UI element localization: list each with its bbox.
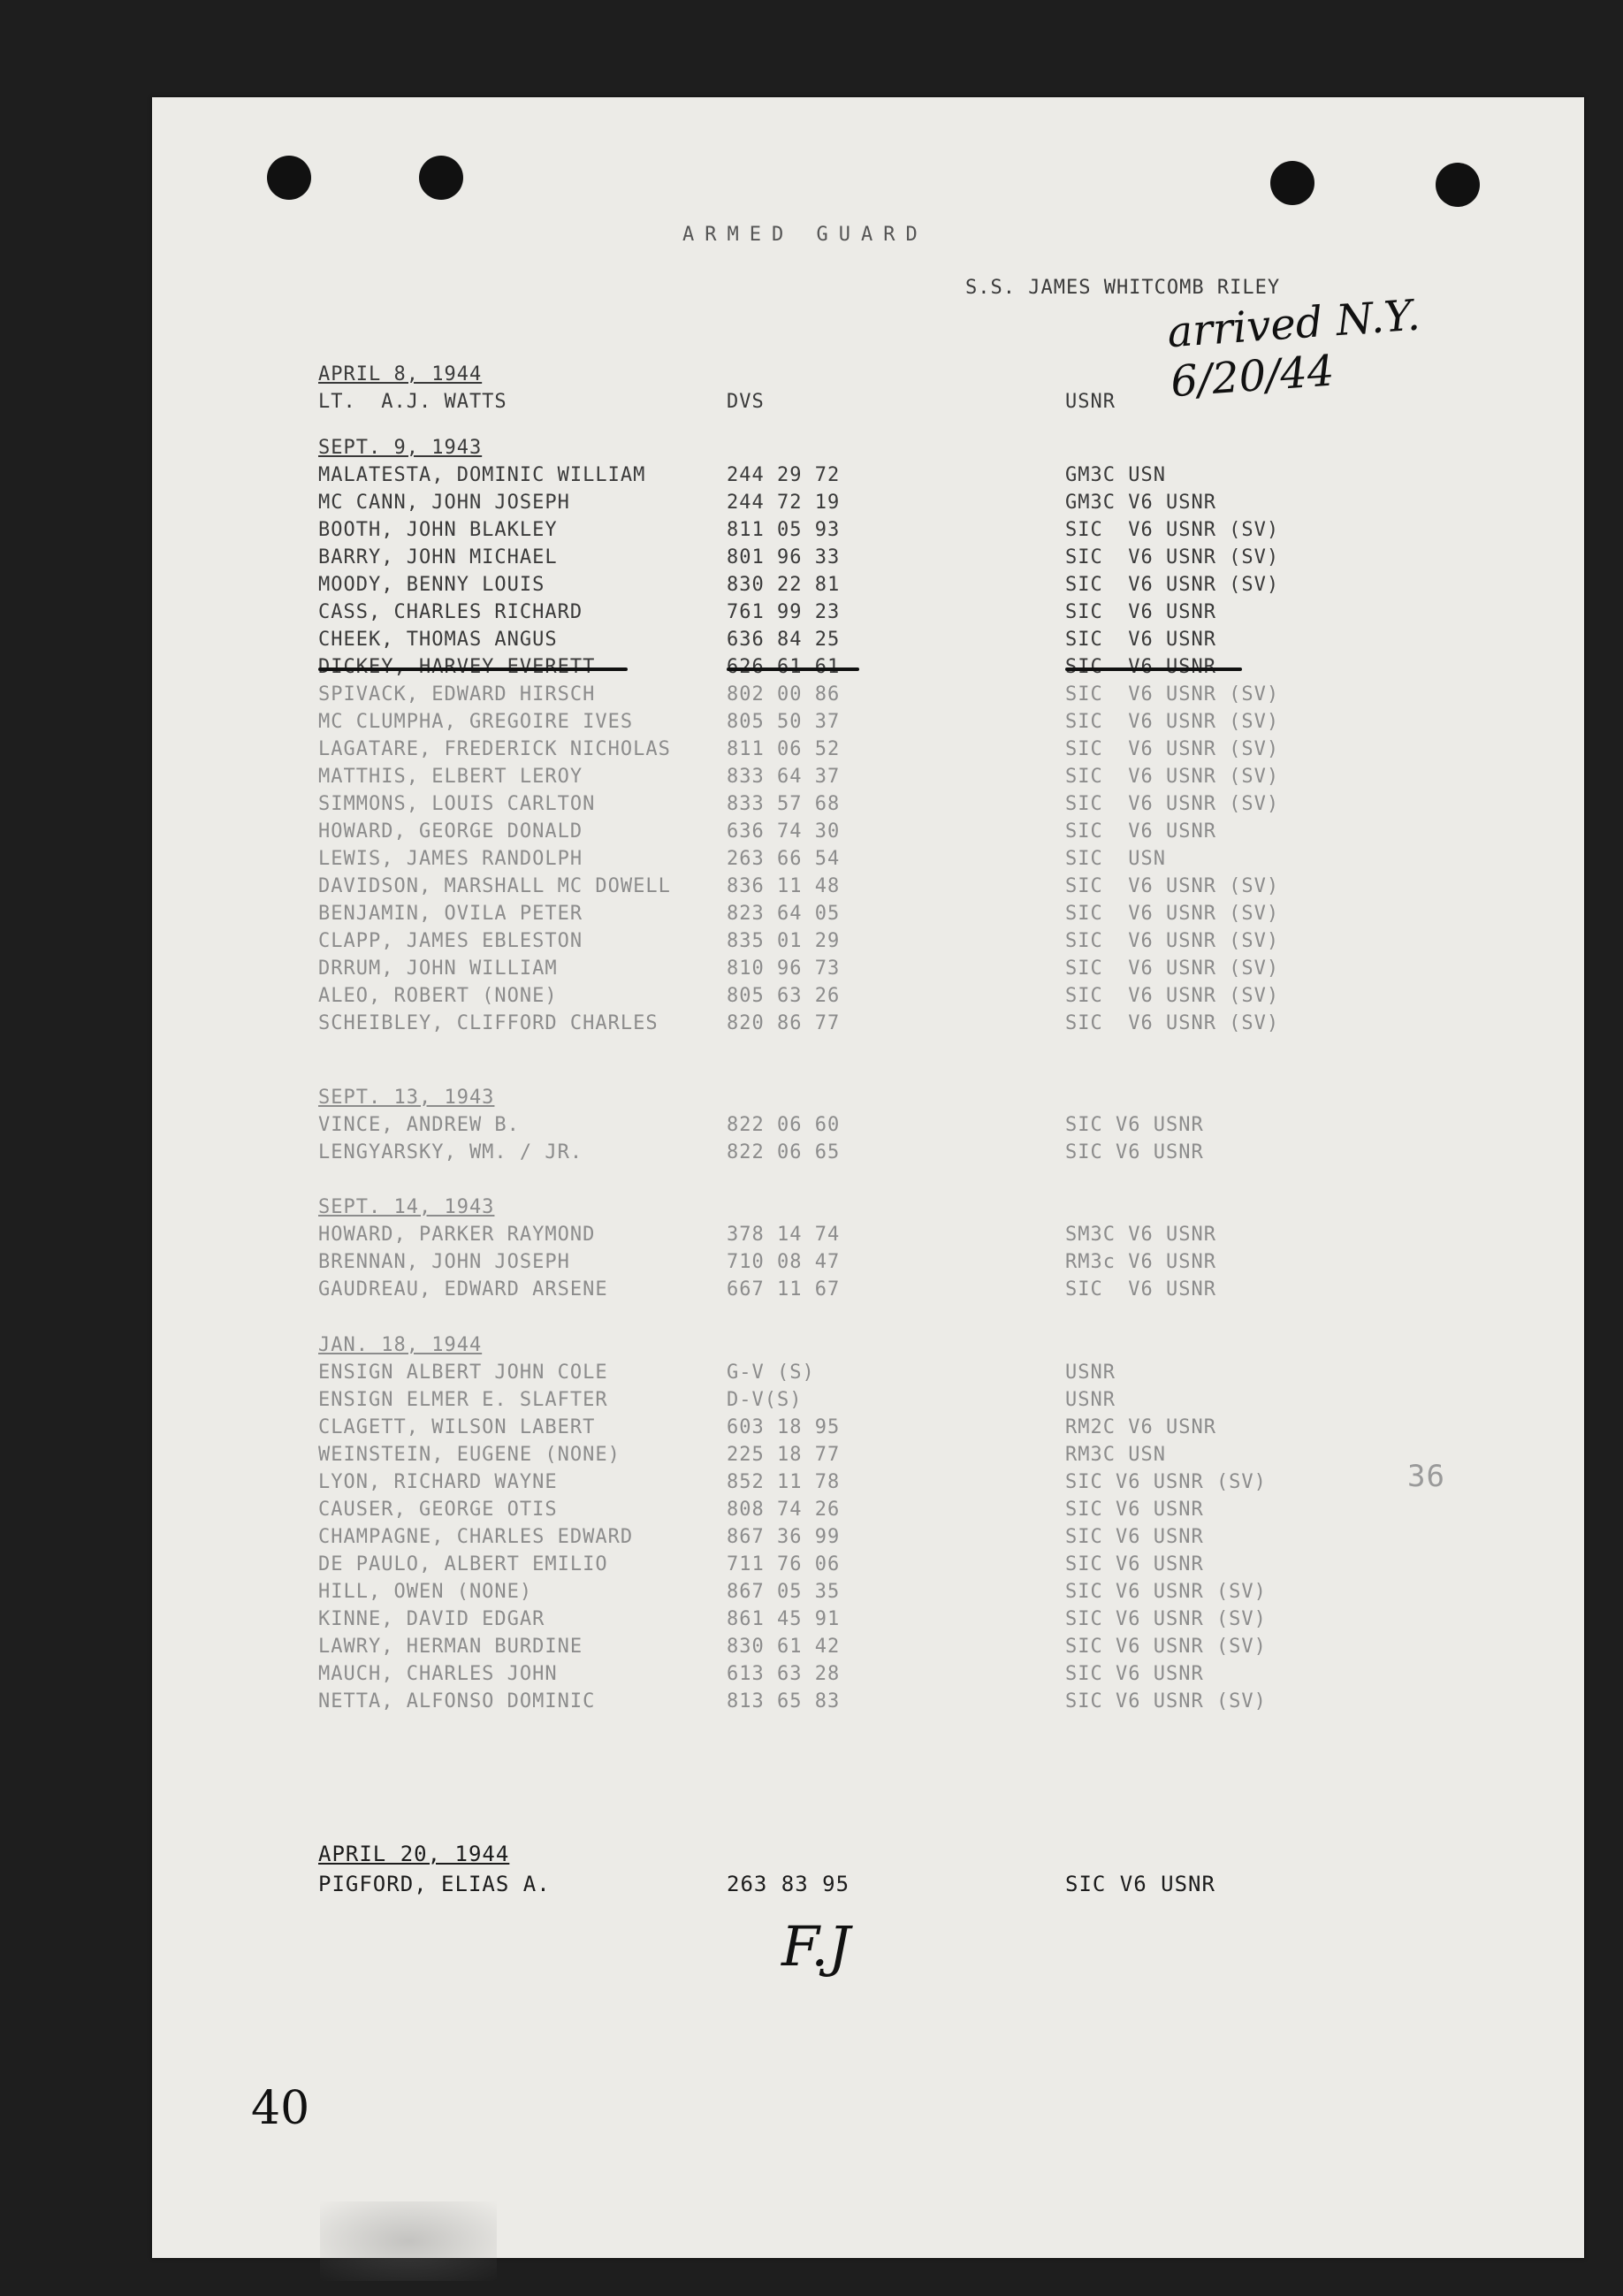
roster-row [318, 1386, 1467, 1414]
roster-row [318, 388, 1467, 416]
service-number: D-V(S) [727, 1389, 803, 1411]
rating-branch: SIC V6 USNR [1065, 820, 1216, 843]
service-number: 244 29 72 [727, 464, 841, 486]
rating-branch: SIC V6 USNR (SV) [1065, 1012, 1280, 1034]
service-number: 822 06 60 [727, 1114, 841, 1136]
rating-branch: SIC USN [1065, 848, 1166, 870]
crew-name: MAUCH, CHARLES JOHN [318, 1663, 558, 1685]
rating-branch: SIC V6 USNR (SV) [1065, 683, 1280, 706]
rating-branch: SIC V6 USNR [1065, 601, 1216, 623]
crew-name: BARRY, JOHN MICHAEL [318, 546, 558, 568]
rating-branch: RM3C USN [1065, 1444, 1166, 1466]
rating-branch: SIC V6 USNR [1065, 1141, 1204, 1163]
service-number: 813 65 83 [727, 1690, 841, 1712]
service-number: 805 63 26 [727, 985, 841, 1007]
rating-branch: USNR [1065, 1389, 1116, 1411]
roster-row [318, 626, 1467, 653]
strikeout-line [318, 667, 628, 671]
section-date: SEPT. 9, 1943 [318, 437, 483, 459]
roster-row [318, 763, 1467, 790]
roster-row [318, 1496, 1467, 1523]
service-number: 830 61 42 [727, 1636, 841, 1658]
roster-row [318, 736, 1467, 763]
crew-name: SIMMONS, LOUIS CARLTON [318, 793, 596, 815]
rating-branch: SIC V6 USNR (SV) [1065, 1608, 1267, 1630]
roster-row [318, 1441, 1467, 1468]
ship-name: S.S. JAMES WHITCOMB RILEY [965, 277, 1281, 299]
roster-row [318, 818, 1467, 845]
roster-row [318, 1111, 1467, 1139]
crew-name: MC CLUMPHA, GREGOIRE IVES [318, 711, 634, 733]
crew-name: ALEO, ROBERT (NONE) [318, 985, 558, 1007]
section-date: SEPT. 14, 1943 [318, 1196, 495, 1218]
rating-branch: SIC V6 USNR (SV) [1065, 711, 1280, 733]
service-number: 835 01 29 [727, 930, 841, 952]
rating-branch: SIC V6 USNR (SV) [1065, 738, 1280, 760]
roster-row [318, 708, 1467, 736]
section-date: JAN. 18, 1944 [318, 1334, 483, 1356]
rating-branch: SIC V6 USNR [1065, 1114, 1204, 1136]
roster-row [318, 1633, 1467, 1660]
service-number: 830 22 81 [727, 574, 841, 596]
crew-name: CHAMPAGNE, CHARLES EDWARD [318, 1526, 634, 1548]
service-number: 225 18 77 [727, 1444, 841, 1466]
crew-name: SCHEIBLEY, CLIFFORD CHARLES [318, 1012, 659, 1034]
rating-branch: SIC V6 USNR (SV) [1065, 1690, 1267, 1712]
section-date: SEPT. 13, 1943 [318, 1087, 495, 1109]
rating-branch: GM3C USN [1065, 464, 1166, 486]
roster-row [318, 1276, 1467, 1303]
crew-name: LT. A.J. WATTS [318, 391, 507, 413]
service-number: 603 18 95 [727, 1416, 841, 1438]
roster-row [318, 653, 1467, 681]
roster-row [318, 1248, 1467, 1276]
service-number: 861 45 91 [727, 1608, 841, 1630]
section-date: APRIL 20, 1944 [318, 1842, 510, 1866]
rating-branch: SIC V6 USNR [1065, 1872, 1215, 1896]
service-number: 805 50 37 [727, 711, 841, 733]
crew-name: LEWIS, JAMES RANDOLPH [318, 848, 583, 870]
crew-name: MOODY, BENNY LOUIS [318, 574, 545, 596]
rating-branch: SIC V6 USNR (SV) [1065, 519, 1280, 541]
rating-branch: SM3C V6 USNR [1065, 1224, 1216, 1246]
rating-branch: USNR [1065, 391, 1116, 413]
service-number: 852 11 78 [727, 1471, 841, 1493]
handwritten-arrival-note: arrived N.Y. 6/20/44 [1165, 290, 1422, 408]
crew-name: HOWARD, GEORGE DONALD [318, 820, 583, 843]
service-number: 263 66 54 [727, 848, 841, 870]
service-number: 823 64 05 [727, 903, 841, 925]
crew-name: CHEEK, THOMAS ANGUS [318, 629, 558, 651]
crew-name: DAVIDSON, MARSHALL MC DOWELL [318, 875, 671, 897]
crew-name: LENGYARSKY, WM. / JR. [318, 1141, 583, 1163]
roster-row [318, 982, 1467, 1010]
strikeout-line [1065, 667, 1242, 671]
service-number: 802 00 86 [727, 683, 841, 706]
service-number: 833 64 37 [727, 766, 841, 788]
service-number: 636 74 30 [727, 820, 841, 843]
crew-name: NETTA, ALFONSO DOMINIC [318, 1690, 596, 1712]
service-number: 378 14 74 [727, 1224, 841, 1246]
crew-name: LAWRY, HERMAN BURDINE [318, 1636, 583, 1658]
roster-row [318, 544, 1467, 571]
crew-name: CLAGETT, WILSON LABERT [318, 1416, 596, 1438]
service-number: 820 86 77 [727, 1012, 841, 1034]
roster [318, 97, 1467, 1954]
roster-row [318, 873, 1467, 900]
rating-branch: SIC V6 USNR [1065, 629, 1216, 651]
crew-name: PIGFORD, ELIAS A. [318, 1872, 551, 1896]
crew-name: SPIVACK, EDWARD HIRSCH [318, 683, 596, 706]
crew-name: DE PAULO, ALBERT EMILIO [318, 1553, 608, 1575]
crew-name: HOWARD, PARKER RAYMOND [318, 1224, 596, 1246]
rating-branch: SIC V6 USNR (SV) [1065, 1471, 1267, 1493]
roster-row [318, 900, 1467, 927]
rating-branch: SIC V6 USNR (SV) [1065, 546, 1280, 568]
rating-branch: SIC V6 USNR (SV) [1065, 574, 1280, 596]
crew-name: MC CANN, JOHN JOSEPH [318, 492, 570, 514]
service-number: 836 11 48 [727, 875, 841, 897]
roster-row [318, 1139, 1467, 1166]
roster-row [318, 845, 1467, 873]
service-number: 801 96 33 [727, 546, 841, 568]
rating-branch: SIC V6 USNR (SV) [1065, 1636, 1267, 1658]
crew-name: CASS, CHARLES RICHARD [318, 601, 583, 623]
rating-branch: SIC V6 USNR [1065, 1526, 1204, 1548]
service-number: 811 05 93 [727, 519, 841, 541]
punch-hole [267, 156, 311, 200]
rating-branch: SIC V6 USNR [1065, 1663, 1204, 1685]
service-number: 822 06 65 [727, 1141, 841, 1163]
crew-name: LYON, RICHARD WAYNE [318, 1471, 558, 1493]
crew-name: HILL, OWEN (NONE) [318, 1581, 533, 1603]
rating-branch: SIC V6 USNR (SV) [1065, 930, 1280, 952]
crew-name: MALATESTA, DOMINIC WILLIAM [318, 464, 646, 486]
roster-row [318, 599, 1467, 626]
roster-row [318, 1221, 1467, 1248]
service-number: 263 83 95 [727, 1872, 850, 1896]
crew-name: GAUDREAU, EDWARD ARSENE [318, 1278, 608, 1301]
rating-branch: SIC V6 USNR (SV) [1065, 1581, 1267, 1603]
roster-row [318, 571, 1467, 599]
crew-name: ENSIGN ALBERT JOHN COLE [318, 1362, 608, 1384]
rating-branch: SIC V6 USNR [1065, 1553, 1204, 1575]
margin-number: 36 [1407, 1459, 1445, 1494]
roster-row [318, 489, 1467, 516]
roster-row [318, 516, 1467, 544]
service-number: 867 05 35 [727, 1581, 841, 1603]
roster-row [318, 955, 1467, 982]
roster-row [318, 1010, 1467, 1037]
service-number: 808 74 26 [727, 1499, 841, 1521]
crew-name: ENSIGN ELMER E. SLAFTER [318, 1389, 608, 1411]
document-title: ARMED GUARD [682, 224, 928, 246]
roster-row [318, 1359, 1467, 1386]
roster-row [318, 1578, 1467, 1606]
service-number: 810 96 73 [727, 957, 841, 980]
roster-row [318, 927, 1467, 955]
service-number: 667 11 67 [727, 1278, 841, 1301]
roster-row [318, 1606, 1467, 1633]
crew-name: LAGATARE, FREDERICK NICHOLAS [318, 738, 671, 760]
crew-name: BOOTH, JOHN BLAKLEY [318, 519, 558, 541]
service-number: 244 72 19 [727, 492, 841, 514]
roster-row [318, 1523, 1467, 1551]
roster-row [318, 681, 1467, 708]
roster-row [318, 1660, 1467, 1688]
rating-branch: SIC V6 USNR [1065, 1278, 1216, 1301]
crew-name: BENJAMIN, OVILA PETER [318, 903, 583, 925]
service-number: 761 99 23 [727, 601, 841, 623]
roster-row [318, 1468, 1467, 1496]
service-number: 613 63 28 [727, 1663, 841, 1685]
section-date: APRIL 8, 1944 [318, 363, 483, 385]
rating-branch: SIC V6 USNR (SV) [1065, 793, 1280, 815]
roster-row [318, 790, 1467, 818]
roster-row [318, 1871, 1467, 1898]
crew-name: BRENNAN, JOHN JOSEPH [318, 1251, 570, 1273]
rating-branch: SIC V6 USNR (SV) [1065, 903, 1280, 925]
crew-name: WEINSTEIN, EUGENE (NONE) [318, 1444, 621, 1466]
rating-branch: GM3C V6 USNR [1065, 492, 1216, 514]
rating-branch: RM3c V6 USNR [1065, 1251, 1216, 1273]
service-number: 867 36 99 [727, 1526, 841, 1548]
rating-branch: USNR [1065, 1362, 1116, 1384]
roster-row [318, 1414, 1467, 1441]
rating-branch: SIC V6 USNR (SV) [1065, 985, 1280, 1007]
rating-branch: SIC V6 USNR [1065, 1499, 1204, 1521]
smudge [320, 2201, 497, 2281]
crew-name: DRRUM, JOHN WILLIAM [318, 957, 558, 980]
crew-name: CLAPP, JAMES EBLESTON [318, 930, 583, 952]
page-number: 40 [251, 2082, 310, 2135]
crew-name: KINNE, DAVID EDGAR [318, 1608, 545, 1630]
service-number: 711 76 06 [727, 1553, 841, 1575]
document-page [152, 97, 1584, 2258]
strikeout-line [727, 667, 859, 671]
service-number: 710 08 47 [727, 1251, 841, 1273]
rating-branch: SIC V6 USNR (SV) [1065, 766, 1280, 788]
service-number: G-V (S) [727, 1362, 815, 1384]
roster-row [318, 1688, 1467, 1715]
service-number: 636 84 25 [727, 629, 841, 651]
service-number: 833 57 68 [727, 793, 841, 815]
rating-branch: SIC V6 USNR (SV) [1065, 875, 1280, 897]
initials-signature: F.J [781, 1914, 850, 1979]
roster-row [318, 1551, 1467, 1578]
rating-branch: SIC V6 USNR (SV) [1065, 957, 1280, 980]
service-number: DVS [727, 391, 765, 413]
roster-row [318, 461, 1467, 489]
service-number: 811 06 52 [727, 738, 841, 760]
rating-branch: RM2C V6 USNR [1065, 1416, 1216, 1438]
crew-name: MATTHIS, ELBERT LEROY [318, 766, 583, 788]
crew-name: VINCE, ANDREW B. [318, 1114, 520, 1136]
crew-name: CAUSER, GEORGE OTIS [318, 1499, 558, 1521]
